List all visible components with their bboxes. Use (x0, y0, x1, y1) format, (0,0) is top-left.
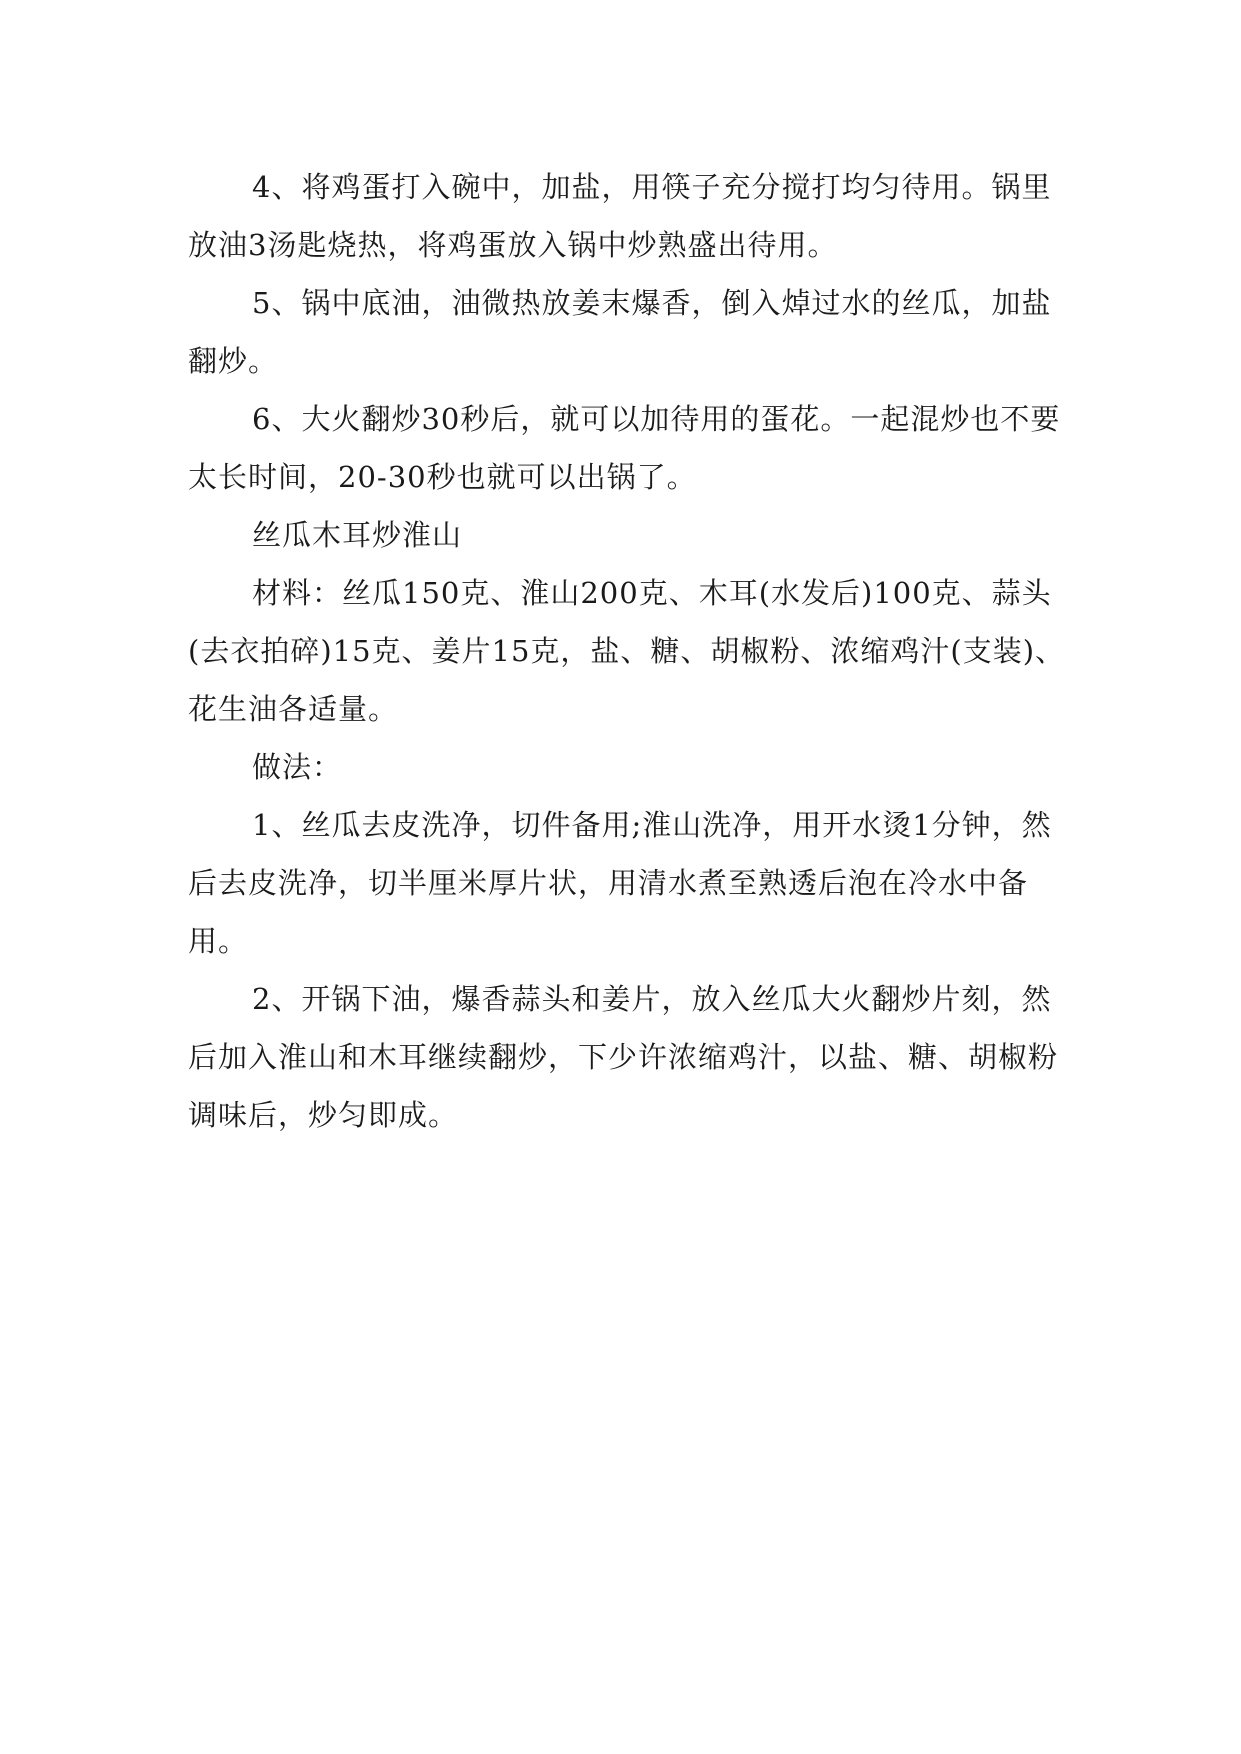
method-step-1-paragraph: 1、丝瓜去皮洗净，切件备用;淮山洗净，用开水烫1分钟，然后去皮洗净，切半厘米厚片状，用清水煮至熟透后泡在冷水中备用。 (188, 808, 1052, 958)
step-6-paragraph: 6、大火翻炒30秒后，就可以加待用的蛋花。一起混炒也不要太长时间，20-30秒也就可以出锅了。 (188, 402, 1061, 494)
step-5-paragraph: 5、锅中底油，油微热放姜末爆香，倒入焯过水的丝瓜，加盐翻炒。 (188, 286, 1052, 378)
ingredients-paragraph: 材料：丝瓜150克、淮山200克、木耳(水发后)100克、蒜头(去衣拍碎)15克、姜片15克，盐、糖、胡椒粉、浓缩鸡汁(支装)、花生油各适量。 (188, 576, 1066, 726)
step-4-paragraph: 4、将鸡蛋打入碗中，加盐，用筷子充分搅打均匀待用。锅里放油3汤匙烧热，将鸡蛋放入锅中炒熟盛出待用。 (188, 170, 1052, 262)
recipe-title: 丝瓜木耳炒淮山 (252, 518, 463, 552)
method-heading: 做法： (252, 750, 343, 784)
method-step-2-paragraph: 2、开锅下油，爆香蒜头和姜片，放入丝瓜大火翻炒片刻，然后加入淮山和木耳继续翻炒，下少许浓缩鸡汁，以盐、糖、胡椒粉调味后，炒匀即成。 (188, 982, 1059, 1132)
document-body (188, 158, 1068, 1144)
